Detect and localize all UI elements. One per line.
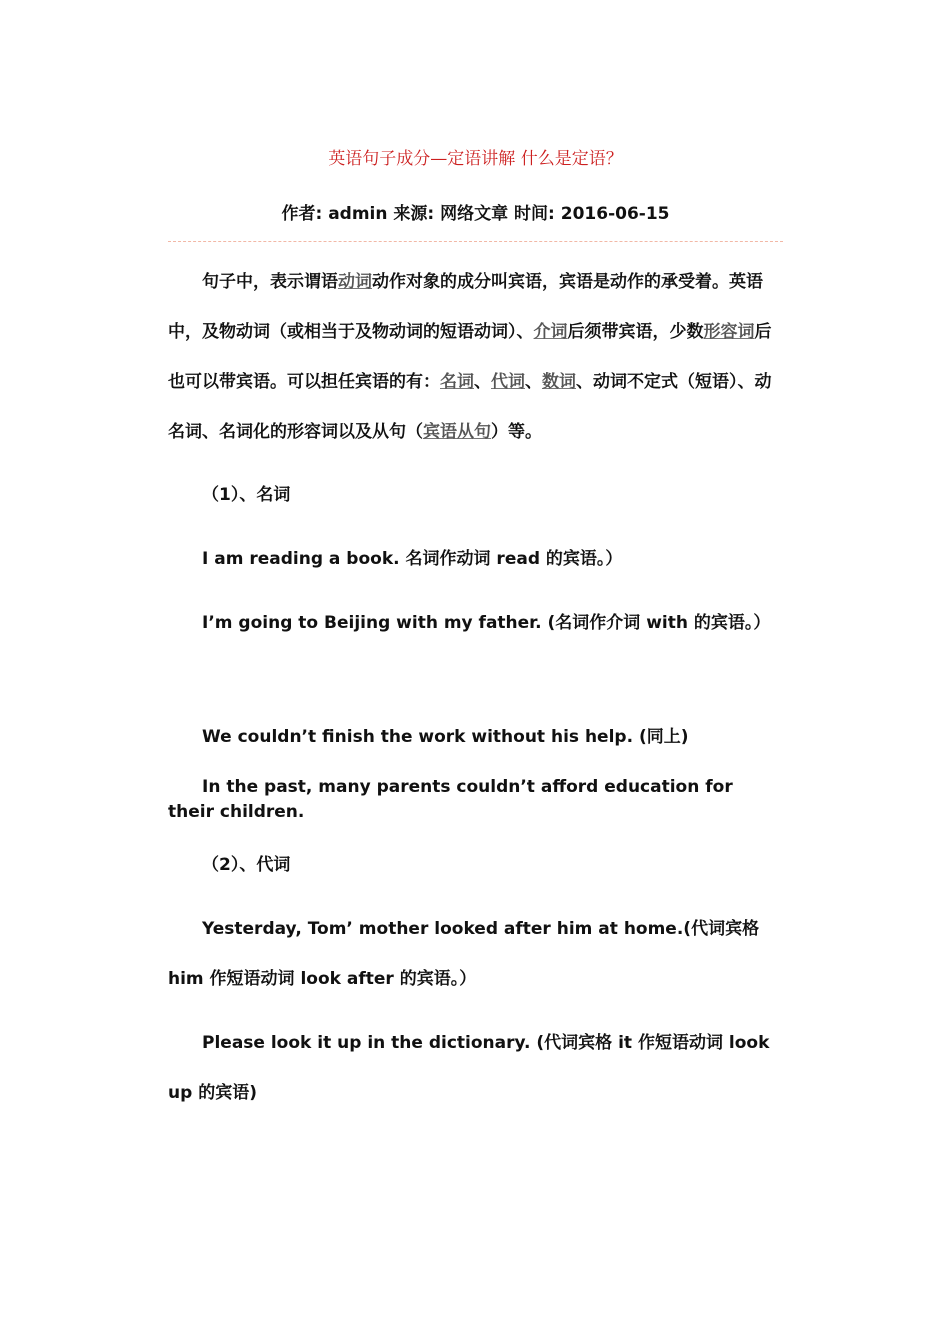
intro-sep-1: 、 <box>474 372 491 392</box>
section-heading-noun: （1）、名词 <box>202 485 291 505</box>
link-preposition[interactable]: 介词 <box>533 322 568 342</box>
intro-sep-2: 、 <box>525 372 542 392</box>
example-sentence-1: I am reading a book. 名词作动词 read 的宾语。） <box>202 549 623 569</box>
example-sentence-2: I’m going to Beijing with my father. (名词作介词 with 的宾语。） <box>202 613 771 633</box>
dashed-divider <box>168 241 783 242</box>
example-sentence-5: Yesterday, Tom’ mother looked after him at home.(代词宾格 him 作短语动词 look after 的宾语。） <box>168 919 760 989</box>
link-object-clause[interactable]: 宾语从句 <box>423 422 491 442</box>
intro-text-3: 后须带宾语，少数 <box>567 322 704 342</box>
intro-text-1: 句子中，表示谓语 <box>202 272 338 292</box>
article-title: 英语句子成分—定语讲解 什么是定语？ <box>328 149 623 169</box>
section-heading-pronoun: （2）、代词 <box>202 855 291 875</box>
link-verb[interactable]: 动词 <box>338 272 372 292</box>
intro-text-5: 、动词不定式（短语）、动名词、名词化的形容词以及从句（ <box>168 372 772 442</box>
example-sentence-6: Please look it up in the dictionary. (代词宾格 it 作短语动词 look up 的宾语) <box>168 1033 770 1103</box>
link-noun[interactable]: 名词 <box>440 372 474 392</box>
article-meta: 作者: admin 来源: 网络文章 时间: 2016-06-15 <box>281 204 670 224</box>
link-pronoun[interactable]: 代词 <box>491 372 525 392</box>
link-adjective[interactable]: 形容词 <box>703 322 755 342</box>
intro-text-2: 动作对象的成分叫宾语，宾语是动作的承受着。英语中，及物动词（或相当于及物动词的短语动词）、 <box>168 272 763 342</box>
intro-text-4: 后也可以带宾语。可以担任宾语的有： <box>168 322 772 392</box>
example-sentence-4: In the past, many parents couldn’t afford education for their children. <box>168 777 733 822</box>
intro-text-6: ）等。 <box>491 422 542 442</box>
intro-paragraph <box>168 257 783 457</box>
example-sentence-3: We couldn’t finish the work without his help. (同上) <box>202 727 689 747</box>
link-numeral[interactable]: 数词 <box>542 372 576 392</box>
